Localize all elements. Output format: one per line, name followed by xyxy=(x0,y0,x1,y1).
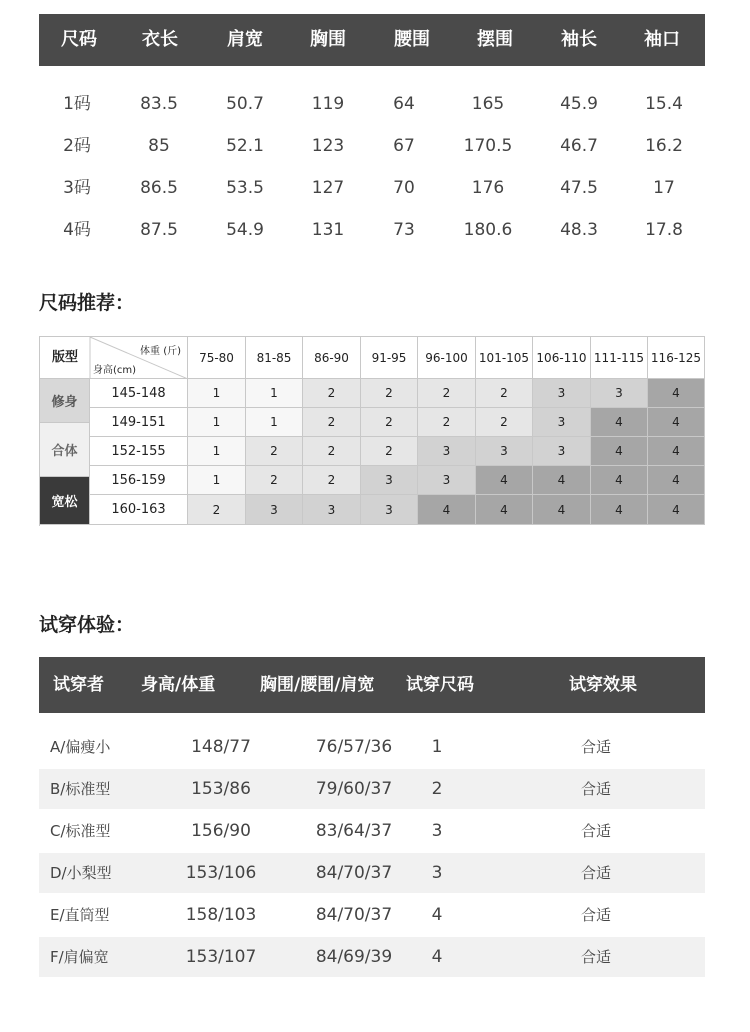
size-header-cell: 袖长 xyxy=(561,29,597,50)
tryon-cell: 153/107 xyxy=(185,947,257,967)
size-header-cell: 尺码 xyxy=(61,29,97,50)
grid-corner xyxy=(40,337,188,379)
recommended-size-cell: 3 xyxy=(591,379,648,408)
tryon-title: 试穿体验： xyxy=(39,614,135,636)
recommended-size-cell: 2 xyxy=(476,379,533,408)
recommended-size-cell: 2 xyxy=(361,437,418,466)
tryon-cell: A/偏瘦小 xyxy=(50,738,111,756)
size-cell: 4码 xyxy=(63,220,91,240)
tryon-cell: 合适 xyxy=(580,906,612,924)
tryon-cell: 3 xyxy=(431,821,443,841)
size-cell: 180.6 xyxy=(463,220,513,240)
recommended-size-cell: 2 xyxy=(303,379,361,408)
size-cell: 165 xyxy=(471,94,505,114)
weight-range-header: 86-90 xyxy=(303,337,361,379)
tryon-header-cell: 试穿者 xyxy=(53,675,104,695)
size-cell: 1码 xyxy=(63,94,91,114)
size-table-row xyxy=(39,125,705,167)
recommended-size-cell: 3 xyxy=(303,495,361,525)
recommended-size-cell: 2 xyxy=(246,466,303,495)
recommended-size-cell: 4 xyxy=(591,408,648,437)
recommended-size-cell: 3 xyxy=(476,437,533,466)
recommended-size-cell: 1 xyxy=(188,466,246,495)
tryon-cell: 153/106 xyxy=(185,863,257,883)
tryon-cell: 83/64/37 xyxy=(315,821,393,841)
tryon-cell: 158/103 xyxy=(185,905,257,925)
recommended-size-cell: 4 xyxy=(591,466,648,495)
weight-range-header: 101-105 xyxy=(476,337,533,379)
fit-header: 版型 xyxy=(51,350,78,365)
recommended-size-cell: 2 xyxy=(418,408,476,437)
recommended-size-cell: 2 xyxy=(361,379,418,408)
size-cell: 54.9 xyxy=(226,220,264,240)
recommended-size-cell: 2 xyxy=(476,408,533,437)
tryon-table-header xyxy=(39,657,705,713)
size-cell: 64 xyxy=(393,94,415,114)
height-range-cell: 156-159 xyxy=(90,466,188,495)
size-cell: 123 xyxy=(311,136,345,156)
tryon-cell: 1 xyxy=(431,737,443,757)
size-recommendation-grid xyxy=(39,336,705,526)
size-cell: 15.4 xyxy=(645,94,683,114)
size-cell: 176 xyxy=(471,178,505,198)
size-cell: 2码 xyxy=(63,136,91,156)
size-cell: 67 xyxy=(393,136,415,156)
recommended-size-cell: 4 xyxy=(648,379,705,408)
size-header-cell: 腰围 xyxy=(394,29,430,50)
recommended-size-cell: 3 xyxy=(418,437,476,466)
tryon-cell: 2 xyxy=(431,779,443,799)
tryon-header-cell: 试穿效果 xyxy=(569,675,637,695)
recommended-size-cell: 2 xyxy=(303,466,361,495)
tryon-header-cell: 身高/体重 xyxy=(141,675,216,695)
weight-range-header: 111-115 xyxy=(591,337,648,379)
tryon-cell: 153/86 xyxy=(191,779,251,799)
tryon-cell: 合适 xyxy=(580,822,612,840)
recommended-size-cell: 3 xyxy=(246,495,303,525)
height-range-cell: 145-148 xyxy=(90,379,188,408)
size-cell: 17.8 xyxy=(645,220,683,240)
recommended-size-cell: 1 xyxy=(188,408,246,437)
height-range-cell: 149-151 xyxy=(90,408,188,437)
size-cell: 53.5 xyxy=(226,178,264,198)
recommended-size-cell: 1 xyxy=(188,379,246,408)
height-header: 身高(cm) xyxy=(93,365,137,376)
tryon-cell: 合适 xyxy=(580,948,612,966)
size-header-cell: 肩宽 xyxy=(227,29,263,50)
size-cell: 16.2 xyxy=(645,136,683,156)
recommended-size-cell: 1 xyxy=(188,437,246,466)
size-header-cell: 袖口 xyxy=(644,29,680,50)
size-cell: 131 xyxy=(311,220,345,240)
weight-range-header: 91-95 xyxy=(361,337,418,379)
tryon-cell: 156/90 xyxy=(191,821,251,841)
size-cell: 87.5 xyxy=(140,220,178,240)
weight-range-header: 81-85 xyxy=(246,337,303,379)
tryon-cell: 合适 xyxy=(580,780,612,798)
size-cell: 70 xyxy=(393,178,415,198)
recommended-size-cell: 4 xyxy=(476,495,533,525)
fit-type-label: 修身 xyxy=(40,379,90,423)
recommended-size-cell: 4 xyxy=(591,437,648,466)
tryon-table-row xyxy=(39,727,705,767)
size-table-header xyxy=(39,14,705,66)
weight-range-header: 96-100 xyxy=(418,337,476,379)
tryon-cell: 3 xyxy=(431,863,443,883)
recommended-size-cell: 4 xyxy=(418,495,476,525)
tryon-cell: 79/60/37 xyxy=(315,779,393,799)
size-cell: 52.1 xyxy=(226,136,264,156)
size-table-row xyxy=(39,209,705,251)
recommended-size-cell: 4 xyxy=(648,437,705,466)
recommended-size-cell: 3 xyxy=(533,408,591,437)
tryon-cell: B/标准型 xyxy=(50,780,111,798)
recommended-size-cell: 2 xyxy=(303,408,361,437)
tryon-cell: 4 xyxy=(431,905,443,925)
height-range-cell: 160-163 xyxy=(90,495,188,525)
size-cell: 48.3 xyxy=(560,220,598,240)
tryon-cell: 148/77 xyxy=(191,737,251,757)
recommended-size-cell: 1 xyxy=(246,408,303,437)
tryon-cell: F/肩偏宽 xyxy=(50,948,109,966)
recommended-size-cell: 4 xyxy=(648,466,705,495)
tryon-cell: 合适 xyxy=(580,864,612,882)
tryon-table-row xyxy=(39,769,705,809)
size-cell: 3码 xyxy=(63,178,91,198)
size-cell: 83.5 xyxy=(140,94,178,114)
tryon-table-row xyxy=(39,937,705,977)
recommended-size-cell: 3 xyxy=(418,466,476,495)
tryon-cell: 4 xyxy=(431,947,443,967)
recommended-size-cell: 3 xyxy=(361,466,418,495)
recommended-size-cell: 1 xyxy=(246,379,303,408)
recommended-size-cell: 2 xyxy=(246,437,303,466)
height-range-cell: 152-155 xyxy=(90,437,188,466)
tryon-cell: C/标准型 xyxy=(50,822,111,840)
tryon-cell: 84/69/39 xyxy=(315,947,393,967)
size-cell: 45.9 xyxy=(560,94,598,114)
recommended-size-cell: 2 xyxy=(188,495,246,525)
recommended-size-cell: 3 xyxy=(533,379,591,408)
tryon-cell: E/直筒型 xyxy=(50,906,110,924)
size-table-row xyxy=(39,167,705,209)
fit-type-label: 宽松 xyxy=(40,477,90,525)
size-cell: 170.5 xyxy=(463,136,513,156)
recommended-size-cell: 2 xyxy=(418,379,476,408)
recommended-size-cell: 3 xyxy=(533,437,591,466)
recommended-size-cell: 4 xyxy=(591,495,648,525)
size-cell: 17 xyxy=(653,178,675,198)
tryon-cell: 84/70/37 xyxy=(315,905,393,925)
size-cell: 47.5 xyxy=(560,178,598,198)
tryon-cell: 84/70/37 xyxy=(315,863,393,883)
weight-header: 体重 (斤) xyxy=(140,346,181,357)
size-header-cell: 衣长 xyxy=(142,29,178,50)
recommended-size-cell: 2 xyxy=(303,437,361,466)
recommended-size-cell: 3 xyxy=(361,495,418,525)
weight-range-header: 106-110 xyxy=(533,337,591,379)
tryon-header-cell: 胸围/腰围/肩宽 xyxy=(260,675,375,695)
size-header-cell: 摆围 xyxy=(477,29,513,50)
size-table-row xyxy=(39,83,705,125)
recommended-size-cell: 4 xyxy=(533,495,591,525)
fit-type-label: 合体 xyxy=(40,423,90,477)
weight-range-header: 75-80 xyxy=(188,337,246,379)
tryon-cell: 合适 xyxy=(580,738,612,756)
tryon-cell: D/小梨型 xyxy=(50,864,112,882)
size-cell: 127 xyxy=(311,178,345,198)
tryon-table-row xyxy=(39,895,705,935)
recommended-size-cell: 2 xyxy=(361,408,418,437)
weight-range-header: 116-125 xyxy=(648,337,705,379)
recommendation-title: 尺码推荐： xyxy=(39,292,135,314)
recommended-size-cell: 4 xyxy=(648,408,705,437)
size-cell: 86.5 xyxy=(140,178,178,198)
size-header-cell: 胸围 xyxy=(310,29,346,50)
tryon-header-cell: 试穿尺码 xyxy=(406,675,474,695)
size-cell: 50.7 xyxy=(226,94,264,114)
recommended-size-cell: 4 xyxy=(533,466,591,495)
recommended-size-cell: 4 xyxy=(476,466,533,495)
tryon-table-row xyxy=(39,853,705,893)
tryon-table-row xyxy=(39,811,705,851)
tryon-cell: 76/57/36 xyxy=(315,737,393,757)
recommended-size-cell: 4 xyxy=(648,495,705,525)
size-cell: 85 xyxy=(148,136,170,156)
size-cell: 73 xyxy=(393,220,415,240)
size-cell: 119 xyxy=(311,94,345,114)
size-cell: 46.7 xyxy=(560,136,598,156)
